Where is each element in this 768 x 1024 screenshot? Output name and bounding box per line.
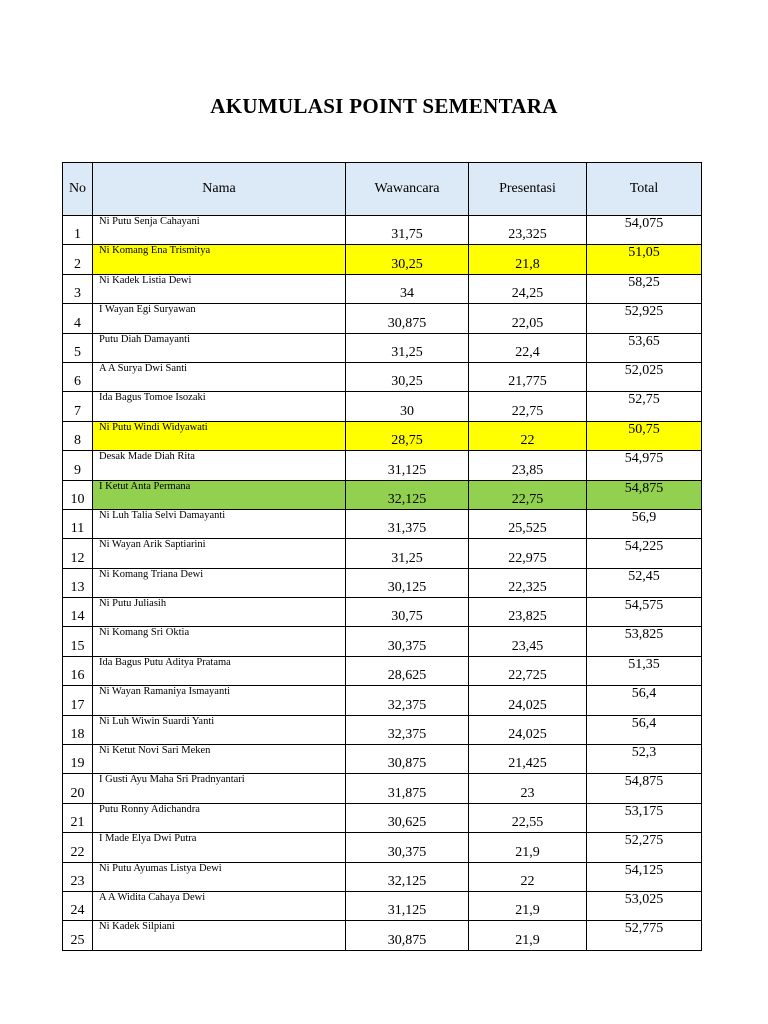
row-number-cell: 23 (63, 862, 93, 891)
wawancara-cell: 32,375 (346, 686, 469, 715)
presentasi-cell: 24,025 (469, 686, 587, 715)
total-cell: 50,75 (587, 421, 702, 450)
presentasi-cell: 22,75 (469, 480, 587, 509)
name-cell: Desak Made Diah Rita (93, 451, 346, 480)
total-cell: 53,65 (587, 333, 702, 362)
table-row (63, 568, 702, 597)
presentasi-cell: 21,9 (469, 891, 587, 920)
name-cell: A A Surya Dwi Santi (93, 362, 346, 391)
header-wawancara: Wawancara (346, 163, 469, 216)
total-cell: 52,025 (587, 362, 702, 391)
wawancara-cell: 31,25 (346, 539, 469, 568)
wawancara-cell: 30,875 (346, 921, 469, 950)
wawancara-cell: 30,375 (346, 833, 469, 862)
total-cell: 56,9 (587, 509, 702, 538)
presentasi-cell: 23,45 (469, 627, 587, 656)
name-cell: Ni Komang Sri Oktia (93, 627, 346, 656)
total-cell: 52,925 (587, 304, 702, 333)
table-row (63, 480, 702, 509)
total-cell: 51,35 (587, 656, 702, 685)
presentasi-cell: 21,8 (469, 245, 587, 274)
presentasi-cell: 22,975 (469, 539, 587, 568)
wawancara-cell: 32,125 (346, 480, 469, 509)
wawancara-cell: 30,125 (346, 568, 469, 597)
wawancara-cell: 31,25 (346, 333, 469, 362)
wawancara-cell: 31,75 (346, 216, 469, 245)
total-cell: 52,275 (587, 833, 702, 862)
total-cell: 52,45 (587, 568, 702, 597)
total-cell: 51,05 (587, 245, 702, 274)
total-cell: 56,4 (587, 715, 702, 744)
row-number-cell: 4 (63, 304, 93, 333)
row-number-cell: 8 (63, 421, 93, 450)
row-number-cell: 2 (63, 245, 93, 274)
row-number-cell: 18 (63, 715, 93, 744)
table-row (63, 774, 702, 803)
wawancara-cell: 30,375 (346, 627, 469, 656)
total-cell: 54,875 (587, 774, 702, 803)
table-row (63, 921, 702, 950)
table-row (63, 891, 702, 920)
wawancara-cell: 34 (346, 274, 469, 303)
table-row (63, 509, 702, 538)
name-cell: Ni Putu Ayumas Listya Dewi (93, 862, 346, 891)
header-total: Total (587, 163, 702, 216)
presentasi-cell: 21,775 (469, 362, 587, 391)
presentasi-cell: 22,4 (469, 333, 587, 362)
row-number-cell: 19 (63, 745, 93, 774)
name-cell: Putu Diah Damayanti (93, 333, 346, 362)
row-number-cell: 12 (63, 539, 93, 568)
wawancara-cell: 30,875 (346, 745, 469, 774)
table-row (63, 333, 702, 362)
presentasi-cell: 25,525 (469, 509, 587, 538)
name-cell: Ni Wayan Ramaniya Ismayanti (93, 686, 346, 715)
name-cell: I Ketut Anta Permana (93, 480, 346, 509)
name-cell: Ni Putu Juliasih (93, 598, 346, 627)
presentasi-cell: 21,9 (469, 921, 587, 950)
total-cell: 53,025 (587, 891, 702, 920)
wawancara-cell: 31,875 (346, 774, 469, 803)
name-cell: Ni Wayan Arik Saptiarini (93, 539, 346, 568)
points-table (62, 162, 702, 951)
wawancara-cell: 31,125 (346, 891, 469, 920)
name-cell: A A Widita Cahaya Dewi (93, 891, 346, 920)
header-nama: Nama (93, 163, 346, 216)
row-number-cell: 16 (63, 656, 93, 685)
presentasi-cell: 23,325 (469, 216, 587, 245)
row-number-cell: 6 (63, 362, 93, 391)
wawancara-cell: 32,125 (346, 862, 469, 891)
name-cell: Ni Komang Ena Trismitya (93, 245, 346, 274)
total-cell: 52,775 (587, 921, 702, 950)
row-number-cell: 13 (63, 568, 93, 597)
table-row (63, 421, 702, 450)
table-row (63, 686, 702, 715)
presentasi-cell: 23,825 (469, 598, 587, 627)
row-number-cell: 10 (63, 480, 93, 509)
presentasi-cell: 22,55 (469, 803, 587, 832)
name-cell: I Made Elya Dwi Putra (93, 833, 346, 862)
row-number-cell: 24 (63, 891, 93, 920)
presentasi-cell: 24,25 (469, 274, 587, 303)
presentasi-cell: 22 (469, 421, 587, 450)
table-row (63, 362, 702, 391)
name-cell: Ni Putu Senja Cahayani (93, 216, 346, 245)
wawancara-cell: 31,375 (346, 509, 469, 538)
row-number-cell: 5 (63, 333, 93, 362)
table-row (63, 274, 702, 303)
presentasi-cell: 22,325 (469, 568, 587, 597)
table-row (63, 392, 702, 421)
name-cell: I Gusti Ayu Maha Sri Pradnyantari (93, 774, 346, 803)
name-cell: I Wayan Egi Suryawan (93, 304, 346, 333)
total-cell: 56,4 (587, 686, 702, 715)
name-cell: Ida Bagus Tomoe Isozaki (93, 392, 346, 421)
table-row (63, 656, 702, 685)
name-cell: Ida Bagus Putu Aditya Pratama (93, 656, 346, 685)
total-cell: 54,575 (587, 598, 702, 627)
table-row (63, 627, 702, 656)
table-row (63, 803, 702, 832)
wawancara-cell: 30 (346, 392, 469, 421)
name-cell: Ni Luh Wiwin Suardi Yanti (93, 715, 346, 744)
total-cell: 53,175 (587, 803, 702, 832)
wawancara-cell: 31,125 (346, 451, 469, 480)
row-number-cell: 11 (63, 509, 93, 538)
presentasi-cell: 23,85 (469, 451, 587, 480)
presentasi-cell: 22 (469, 862, 587, 891)
wawancara-cell: 30,75 (346, 598, 469, 627)
row-number-cell: 3 (63, 274, 93, 303)
presentasi-cell: 24,025 (469, 715, 587, 744)
wawancara-cell: 30,25 (346, 245, 469, 274)
table-row (63, 833, 702, 862)
table-row (63, 451, 702, 480)
table-row (63, 304, 702, 333)
name-cell: Ni Kadek Listia Dewi (93, 274, 346, 303)
table-row (63, 539, 702, 568)
table-header-row (63, 163, 702, 216)
row-number-cell: 22 (63, 833, 93, 862)
wawancara-cell: 28,75 (346, 421, 469, 450)
presentasi-cell: 21,425 (469, 745, 587, 774)
table-row (63, 715, 702, 744)
total-cell: 54,125 (587, 862, 702, 891)
wawancara-cell: 30,25 (346, 362, 469, 391)
total-cell: 52,3 (587, 745, 702, 774)
presentasi-cell: 22,725 (469, 656, 587, 685)
wawancara-cell: 28,625 (346, 656, 469, 685)
wawancara-cell: 30,625 (346, 803, 469, 832)
header-presentasi: Presentasi (469, 163, 587, 216)
table-row (63, 216, 702, 245)
total-cell: 58,25 (587, 274, 702, 303)
name-cell: Ni Komang Triana Dewi (93, 568, 346, 597)
row-number-cell: 17 (63, 686, 93, 715)
presentasi-cell: 22,75 (469, 392, 587, 421)
total-cell: 54,225 (587, 539, 702, 568)
row-number-cell: 20 (63, 774, 93, 803)
presentasi-cell: 22,05 (469, 304, 587, 333)
total-cell: 54,875 (587, 480, 702, 509)
wawancara-cell: 30,875 (346, 304, 469, 333)
table-row (63, 862, 702, 891)
total-cell: 52,75 (587, 392, 702, 421)
presentasi-cell: 21,9 (469, 833, 587, 862)
row-number-cell: 9 (63, 451, 93, 480)
total-cell: 54,975 (587, 451, 702, 480)
table-row (63, 598, 702, 627)
row-number-cell: 21 (63, 803, 93, 832)
wawancara-cell: 32,375 (346, 715, 469, 744)
name-cell: Ni Kadek Silpiani (93, 921, 346, 950)
presentasi-cell: 23 (469, 774, 587, 803)
page-title: AKUMULASI POINT SEMENTARA (210, 94, 558, 118)
table-row (63, 245, 702, 274)
table-row (63, 745, 702, 774)
row-number-cell: 15 (63, 627, 93, 656)
row-number-cell: 25 (63, 921, 93, 950)
name-cell: Putu Ronny Adichandra (93, 803, 346, 832)
row-number-cell: 7 (63, 392, 93, 421)
total-cell: 53,825 (587, 627, 702, 656)
name-cell: Ni Luh Talia Selvi Damayanti (93, 509, 346, 538)
header-no: No (63, 163, 93, 216)
total-cell: 54,075 (587, 216, 702, 245)
name-cell: Ni Ketut Novi Sari Meken (93, 745, 346, 774)
row-number-cell: 1 (63, 216, 93, 245)
name-cell: Ni Putu Windi Widyawati (93, 421, 346, 450)
row-number-cell: 14 (63, 598, 93, 627)
